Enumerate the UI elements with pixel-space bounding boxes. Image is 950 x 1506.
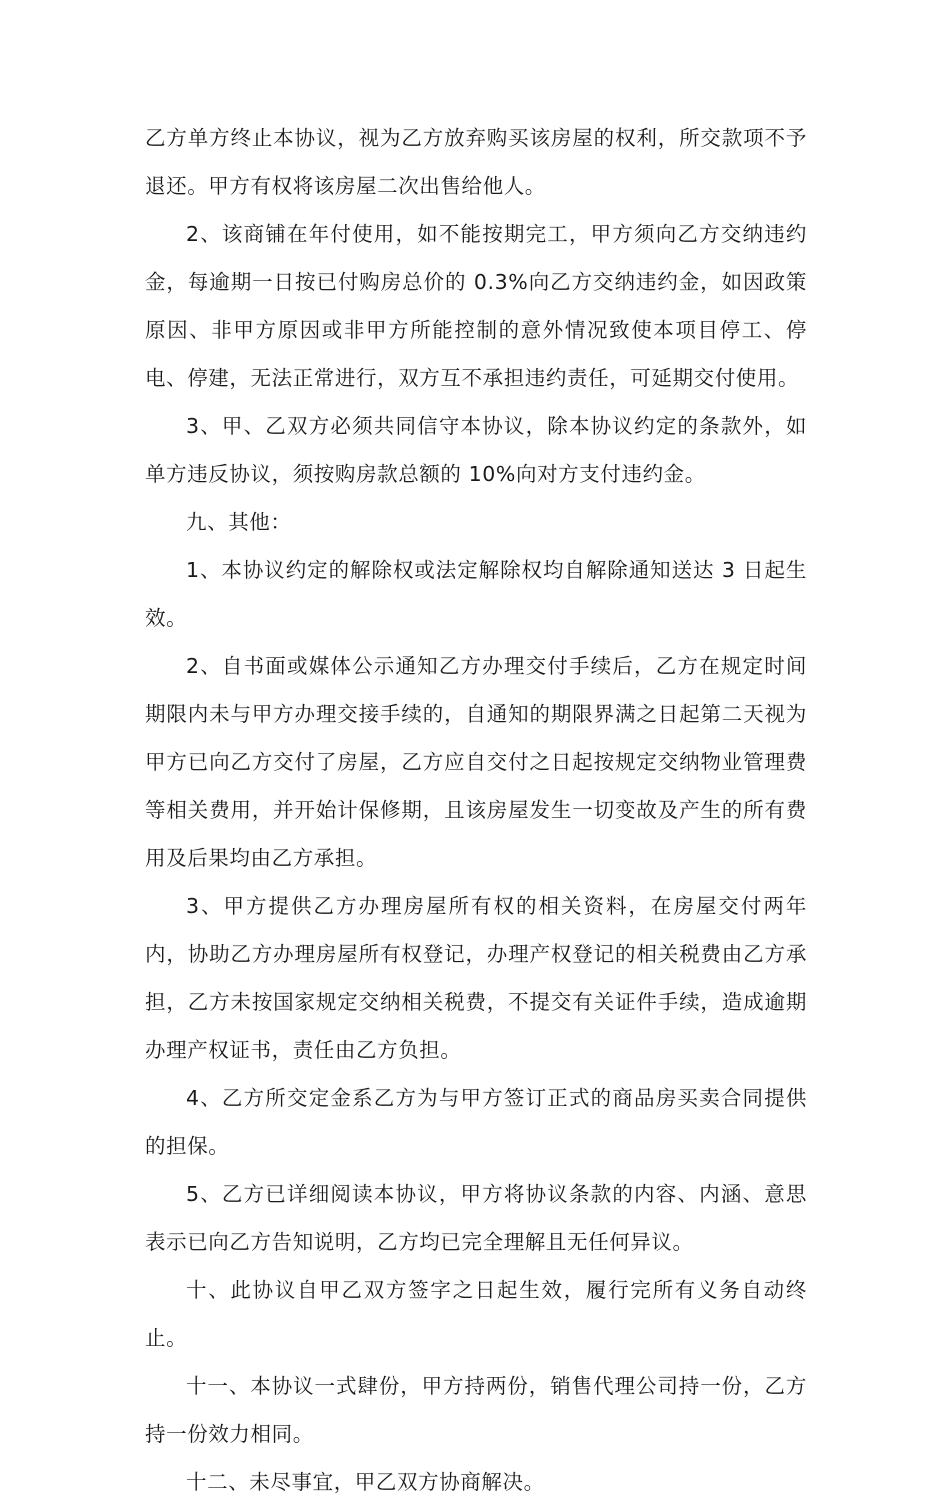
paragraph-clause-9-1: 1、本协议约定的解除权或法定解除权均自解除通知送达 3 日起生效。 bbox=[145, 558, 807, 630]
paragraph-clause-8-2: 2、该商铺在年付使用，如不能按期完工，甲方须向乙方交纳违约金，每逾期一日按已付购房总价的 0.3%向乙方交纳违约金，如因政策原因、非甲方原因或非甲方所能控制的意外情况致使本项目停工、停电、停建，无法正常进行，双方互不承担违约责任，可延期交付使用。 bbox=[145, 222, 807, 390]
paragraph-section-12: 十二、未尽事宜，甲乙双方协商解决。 bbox=[186, 1470, 545, 1494]
paragraph-clause-8-3: 3、甲、乙双方必须共同信守本协议，除本协议约定的条款外，如单方违反协议，须按购房款总额的 10%向对方支付违约金。 bbox=[145, 414, 807, 486]
section-heading-9: 九、其他： bbox=[186, 510, 292, 534]
paragraph-section-11: 十一、本协议一式肆份，甲方持两份，销售代理公司持一份，乙方持一份效力相同。 bbox=[145, 1374, 807, 1446]
document-body bbox=[145, 114, 807, 1506]
paragraph-clause-9-4: 4、乙方所交定金系乙方为与甲方签订正式的商品房买卖合同提供的担保。 bbox=[145, 1086, 807, 1158]
paragraph-clause-9-2: 2、自书面或媒体公示通知乙方办理交付手续后，乙方在规定时间期限内未与甲方办理交接手续的，自通知的期限界满之日起第二天视为甲方已向乙方交付了房屋，乙方应自交付之日起按规定交纳物业管理费等相关费用，并开始计保修期，且该房屋发生一切变故及产生的所有费用及后果均由乙方承担。 bbox=[145, 654, 807, 870]
paragraph-clause-9-3: 3、甲方提供乙方办理房屋所有权的相关资料，在房屋交付两年内，协助乙方办理房屋所有权登记，办理产权登记的相关税费由乙方承担，乙方未按国家规定交纳相关税费，不提交有关证件手续，造成逾期办理产权证书，责任由乙方负担。 bbox=[145, 894, 807, 1062]
paragraph-section-10: 十、此协议自甲乙双方签字之日起生效，履行完所有义务自动终止。 bbox=[145, 1278, 807, 1350]
paragraph-continuation: 乙方单方终止本协议，视为乙方放弃购买该房屋的权利，所交款项不予退还。甲方有权将该房屋二次出售给他人。 bbox=[145, 126, 807, 198]
paragraph-clause-9-5: 5、乙方已详细阅读本协议，甲方将协议条款的内容、内涵、意思表示已向乙方告知说明，乙方均已完全理解且无任何异议。 bbox=[145, 1182, 807, 1254]
